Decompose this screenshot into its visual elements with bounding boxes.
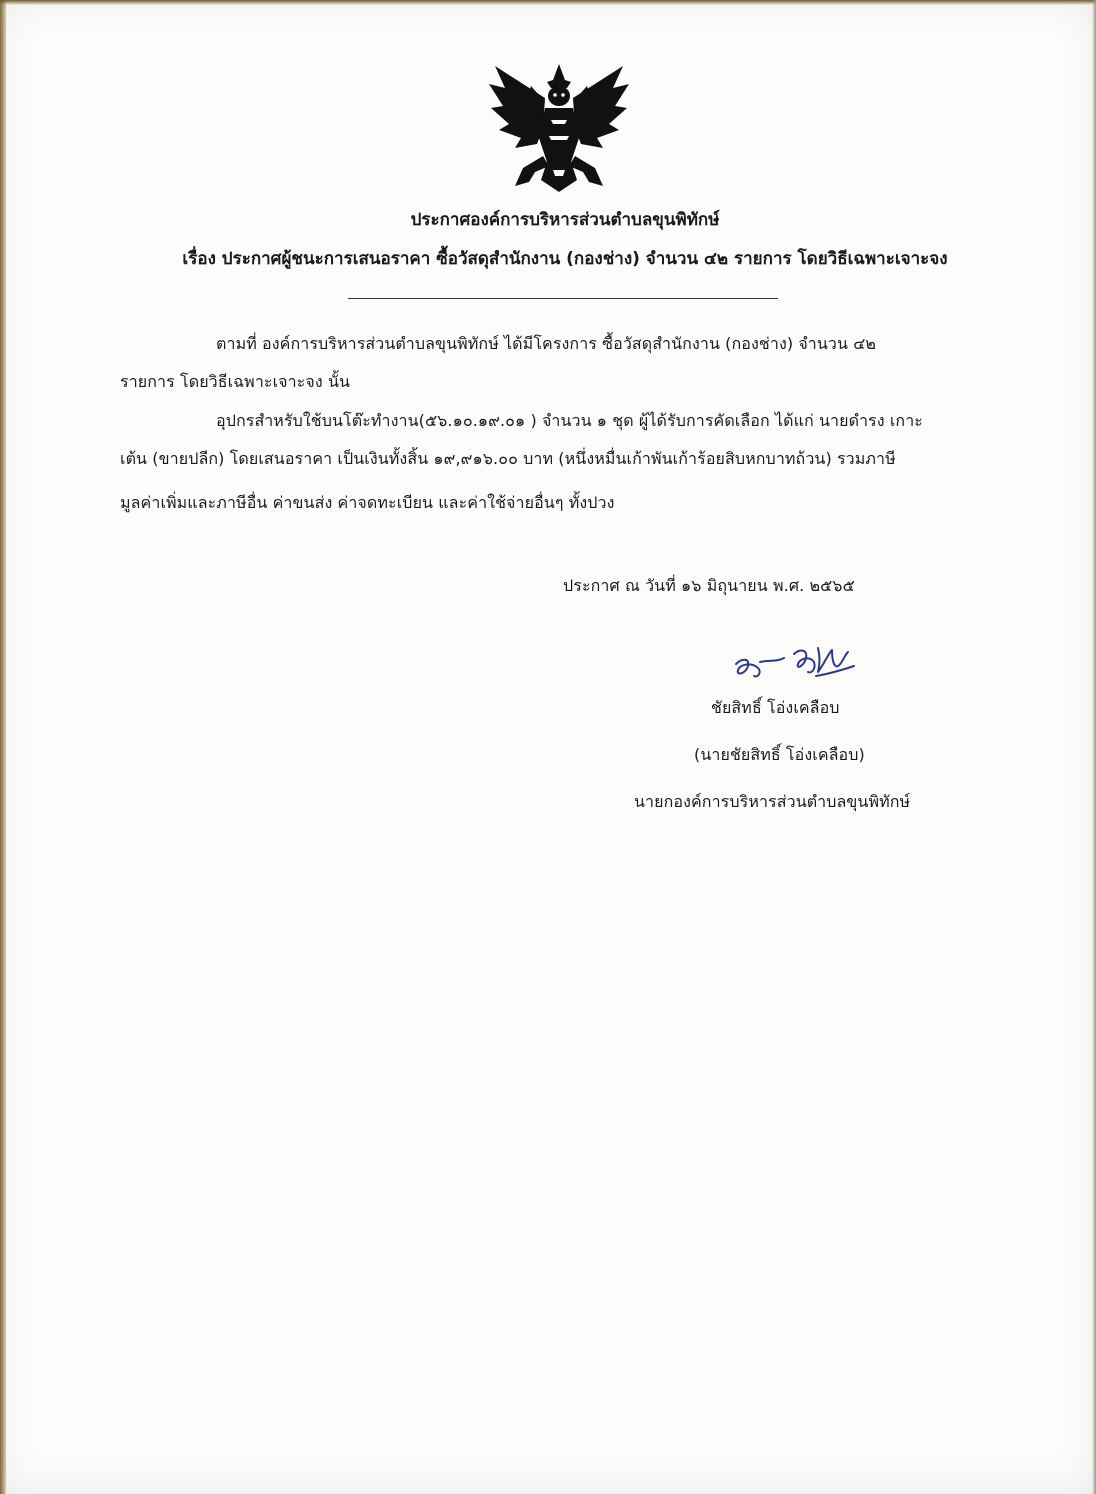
title-divider (348, 298, 778, 299)
signer-full-name: (นายชัยสิทธิ์ โอ่งเคลือบ) (694, 745, 865, 764)
body-line-4: เต้น (ขายปลีก) โดยเสนอราคา เป็นเงินทั้งสิ้น ๑๙,๙๑๖.๐๐ บาท (หนึ่งหมื่นเก้าพันเก้าร้อยสิบหกบาทถ้วน) รวมภาษี (120, 449, 896, 468)
body-line-5: มูลค่าเพิ่มและภาษีอื่น ค่าขนส่ง ค่าจดทะเบียน และค่าใช้จ่ายอื่นๆ ทั้งปวง (120, 493, 615, 512)
body-line-2: รายการ โดยวิธีเฉพาะเจาะจง นั้น (120, 372, 351, 391)
announcement-date: ประกาศ ณ วันที่ ๑๖ มิถุนายน พ.ศ. ๒๕๖๕ (563, 576, 855, 595)
signer-position: นายกองค์การบริหารส่วนตำบลขุนพิทักษ์ (634, 792, 911, 811)
handwritten-signature (728, 640, 863, 686)
body-line-1: ตามที่ องค์การบริหารส่วนตำบลขุนพิทักษ์ ได้มีโครงการ ซื้อวัสดุสำนักงาน (กองช่าง) จำนวน ๔๒ (216, 334, 877, 353)
body-line-3: อุปกรสำหรับใช้บนโต๊ะทำงาน(๕๖.๑๐.๑๙.๐๑ ) จำนวน ๑ ชุด ผู้ได้รับการคัดเลือก ได้แก่ นายดำรง เกาะ (216, 411, 923, 430)
signer-name: ชัยสิทธิ์ โอ่งเคลือบ (711, 698, 840, 717)
scan-edge-top (0, 0, 1096, 5)
garuda-emblem-icon (485, 58, 633, 198)
announcement-title: ประกาศองค์การบริหารส่วนตำบลขุนพิทักษ์ (410, 210, 720, 230)
announcement-subject: เรื่อง ประกาศผู้ชนะการเสนอราคา ซื้อวัสดุสำนักงาน (กองช่าง) จำนวน ๔๒ รายการ โดยวิธีเฉพาะเจาะจง (182, 249, 948, 269)
